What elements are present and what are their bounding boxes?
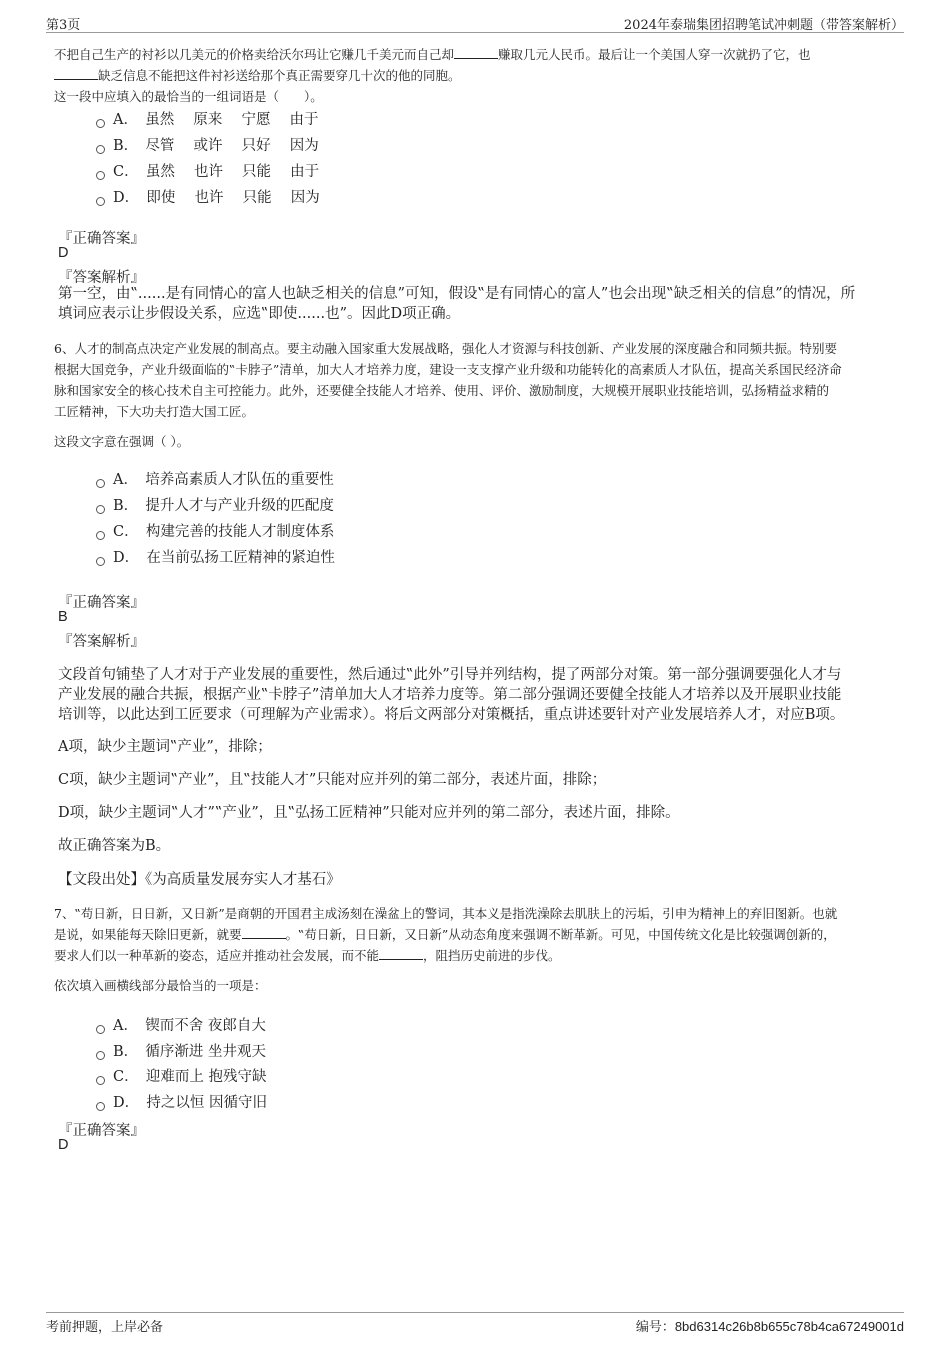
q7-question: 依次填入画横线部分最恰当的一项是：	[54, 978, 267, 993]
radio-icon[interactable]	[96, 557, 105, 566]
q5-option-a[interactable]: A． 虽然 原来 宁愿 由于	[96, 108, 319, 128]
document-code: 编号：8bd6314c26b8b655c78b4ca67249001d	[635, 1319, 904, 1335]
q7-option-b[interactable]: B． 循序渐进 坐井观天	[96, 1040, 266, 1060]
q6-stem: 6、人才的制高点决定产业发展的制高点。要主动融入国家重大发展战略，强化人才资源与科技创新、产业发展的深度融合和同频共振。特别要 根据大国竞争，产业升级面临的‟卡脖子”清单，加大人才培养力度，建设一支支撑产业升级和功能转化的高素质人才队伍，提高关系国民经济命 脉和国家安全的核心技术自主可控能力。此外，还要健全技能人才培养、使用、评价、激励制度，大规模开展职业技能培训，弘扬精益求精的 工匠精神，下大功夫打造大国工匠。	[54, 341, 842, 419]
radio-icon[interactable]	[96, 171, 105, 180]
answer-value: B	[58, 609, 68, 625]
answer-value: D	[58, 1137, 69, 1153]
document-title: 2024年泰瑞集团招聘笔试冲刺题（带答案解析）	[623, 18, 904, 33]
radio-icon[interactable]	[96, 119, 105, 128]
answer-label: 『正确答案』	[58, 595, 145, 611]
radio-icon[interactable]	[96, 505, 105, 514]
answer-label: 『正确答案』	[58, 1123, 145, 1139]
answer-label: 『正确答案』	[58, 231, 145, 247]
q7-option-c[interactable]: C． 迎难而上 抱残守缺	[96, 1065, 266, 1085]
q6-option-b[interactable]: B． 提升人才与产业升级的匹配度	[96, 494, 334, 514]
analysis-label: 『答案解析』	[58, 634, 145, 650]
radio-icon[interactable]	[96, 197, 105, 206]
q5-stem: 不把自己生产的衬衫以几美元的价格卖给沃尔玛让它赚几千美元而自己却 赚取几元人民币。最后让一个美国人穿一次就扔了它，也 缺乏信息不能把这件衬衫送给那个真正需要穿几十次的他的同胞。 这一段中应填入的最恰当的一组词语是（ ）。	[54, 47, 811, 104]
q6-conclusion: 故正确答案为B。	[58, 838, 171, 854]
q6-source: 【文段出处】《为高质量发展夯实人才基石》	[58, 872, 341, 888]
radio-icon[interactable]	[96, 145, 105, 154]
q6-option-d[interactable]: D． 在当前弘扬工匠精神的紧迫性	[96, 546, 335, 566]
answer-value: D	[58, 245, 69, 261]
radio-icon[interactable]	[96, 1102, 105, 1111]
fill-blank	[242, 926, 286, 939]
q6-note-a: A项，缺少主题词‟产业”，排除；	[58, 739, 272, 755]
q5-analysis: 第一空，由‟......是有同情心的富人也缺乏相关的信息”可知，假设‟是有同情心的富人”也会出现‟缺乏相关的信息”的情况，所 填词应表示让步假设关系，应选‟即使......也”。因此D项正确。	[58, 286, 856, 322]
footer-slogan: 考前押题，上岸必备	[46, 1320, 164, 1335]
q7-option-d[interactable]: D． 持之以恒 因循守旧	[96, 1091, 267, 1111]
page-number: 第3页	[46, 18, 81, 33]
q6-note-c: C项，缺少主题词‟产业”，且‟技能人才”只能对应并列的第二部分，表述片面，排除；	[58, 772, 607, 788]
radio-icon[interactable]	[96, 1051, 105, 1060]
q6-option-a[interactable]: A． 培养高素质人才队伍的重要性	[96, 468, 334, 488]
q7-stem: 7、‟苟日新，日日新，又日新”是商朝的开国君主成汤刻在澡盆上的警词，其本义是指洗澡除去肌肤上的污垢，引申为精神上的弃旧图新。也就 是说，如果能每天除旧更新，就要 。‟苟日新，日日新，又日新”从动态角度来强调不断革新。可见，中国传统文化是比较强调创新的， 要求人们以一种革新的姿态，适应并推动社会发展，而不能 ，阻挡历史前进的步伐。	[54, 906, 838, 963]
q5-option-b[interactable]: B． 尽管 或许 只好 因为	[96, 134, 319, 154]
page-footer	[46, 1312, 904, 1335]
q6-option-c[interactable]: C． 构建完善的技能人才制度体系	[96, 520, 334, 540]
q6-analysis: 文段首句铺垫了人才对于产业发展的重要性，然后通过‟此外”引导并列结构，提了两部分对策。第一部分强调要强化人才与 产业发展的融合共振，根据产业‟卡脖子”清单加大人才培养力度等。第二部分强调还要健全技能人才培养以及开展职业技能 培训等，以此达到工匠要求（可理解为产业需求）。将后文两部分对策概括，重点讲述要针对产业发展培养人才，对应B项。	[58, 667, 845, 723]
fill-blank	[454, 46, 498, 59]
q5-option-c[interactable]: C． 虽然 也许 只能 由于	[96, 160, 319, 180]
radio-icon[interactable]	[96, 1076, 105, 1085]
radio-icon[interactable]	[96, 531, 105, 540]
page-header	[46, 10, 904, 33]
q5-option-d[interactable]: D． 即使 也许 只能 因为	[96, 186, 320, 206]
q6-note-d: D项，缺少主题词‟人才”‟产业”，且‟弘扬工匠精神”只能对应并列的第二部分，表述片面，排除。	[58, 805, 680, 821]
analysis-label: 『答案解析』	[58, 270, 145, 286]
radio-icon[interactable]	[96, 1025, 105, 1034]
q6-question: 这段文字意在强调（ ）。	[54, 434, 190, 449]
fill-blank	[54, 67, 98, 80]
radio-icon[interactable]	[96, 479, 105, 488]
q7-option-a[interactable]: A． 锲而不舍 夜郎自大	[96, 1014, 266, 1034]
fill-blank	[379, 947, 423, 960]
